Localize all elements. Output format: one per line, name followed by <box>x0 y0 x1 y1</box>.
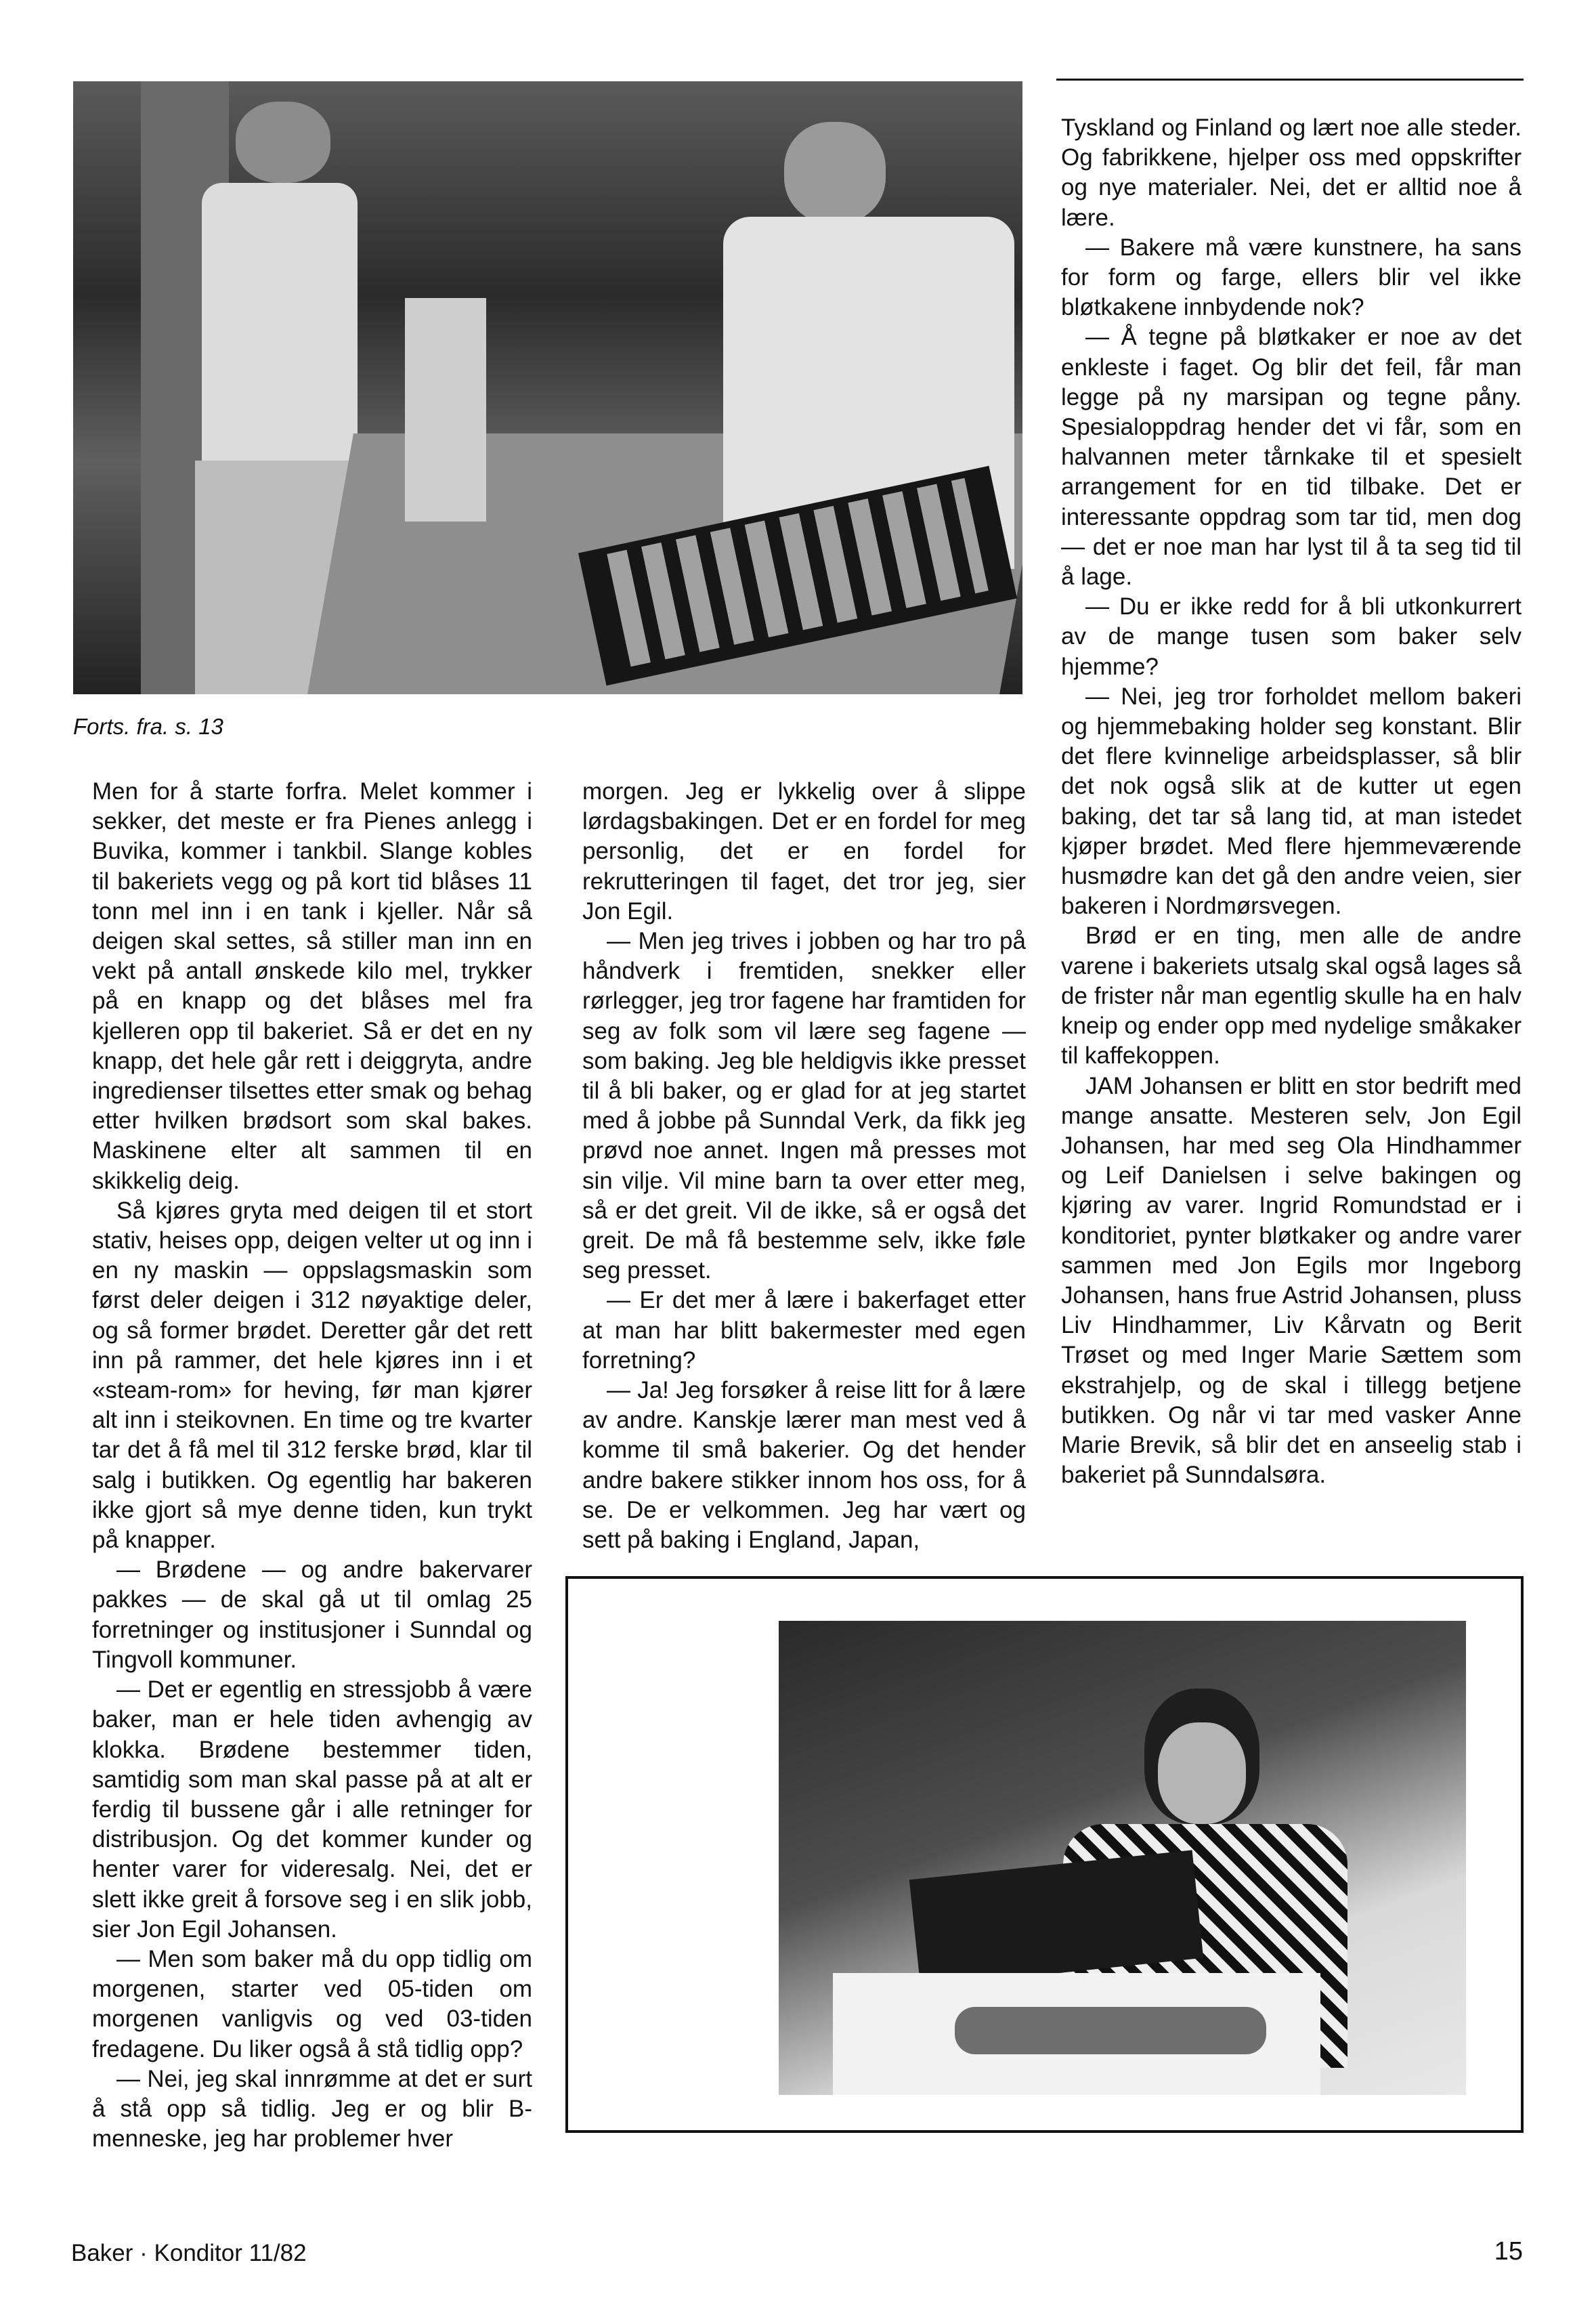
page-number: 15 <box>1494 2237 1523 2266</box>
bakery-photo <box>73 81 1022 694</box>
paragraph: — Å tegne på bløtkaker er noe av det enkleste i faget. Og blir det feil, får man legge på ny marsipan og tegne påny. Spesialoppdrag hender det vi får, som en halvannen meter tårnkake til et spesielt arrangement for en tid tilbake. Det er interessante oppdrag som tar tid, men dog — det er noe man har lyst til å ta seg tid til å lage. <box>1061 324 1522 591</box>
paragraph: Brød er en ting, men alle de andre varene i bakeriets utsalg skal også lages så de frister når man egentlig skulle ha en halv kneip og ender opp med nydelige småkaker til kaffekoppen. <box>1061 923 1522 1069</box>
paragraph: JAM Johansen er blitt en stor bedrift med mange ansatte. Mesteren selv, Jon Egil Johansen, har med seg Ola Hindhammer og Leif Danielsen i selve bakingen og kjøring av varer. Ingrid Romundstad er i konditoriet, pynter bløtkaker og andre varer sammen med Jon Egils mor Ingeborg Johansen, hans frue Astrid Johansen, pluss Liv Hindhammer, Liv Kårvatn og Berit Trøset og med Inger Marie Sættem som ekstrahjelp, og de skal i tillegg betjene butikken. Og når vi tar med vasker Anne Marie Brevik, så blir det en anseelig stab i bakeriet på Sunndalsøra. <box>1061 1072 1522 1489</box>
article-column-1 <box>92 777 532 2154</box>
paragraph: — Men som baker må du opp tidlig om morgenen, starter ved 05-tiden om morgenen vanligvis og ved 03-tiden fredagene. Du liker også å stå tidlig opp? <box>92 1945 532 2062</box>
photo-caption: Forts. fra. s. 13 <box>73 714 223 739</box>
paragraph: Så kjøres gryta med deigen til et stort stativ, heises opp, deigen velter ut og inn i en ny maskin — oppslagsmaskin som først deler deigen i 312 nøyaktige deler, og så former brødet. Deretter går det rett inn på rammer, det hele kjøres inn i et «steam-rom» for heving, før man kjører alt inn i steikovnen. En time og tre kvarter tar det å få mel til 312 ferske brød, klar til salg i butikken. Og egentlig har bakeren ikke gjort så mye denne tiden, kun trykt på knapper. <box>92 1197 532 1554</box>
paragraph: — Brødene — og andre bakervarer pakkes — de skal gå ut til omlag 25 forretninger og institusjoner i Sunndal og Tingvoll kommuner. <box>92 1556 532 1673</box>
article-column-2 <box>582 777 1026 1555</box>
paragraph: — Nei, jeg skal innrømme at det er surt å stå opp så tidlig. Jeg er og blir B-menneske, jeg har problemer hver <box>92 2065 532 2153</box>
article-column-3 <box>1061 113 1522 1490</box>
paragraph: — Nei, jeg tror forholdet mellom bakeri og hjemmebaking holder seg konstant. Blir det flere kvinnelige arbeidsplasser, så blir det nok også slik at de kutter ut egen baking, det tar så lang tid, at man istedet kjøper brødet. Med flere hjemmeværende husmødre kan det gå den andre veien, sier bakeren i Nordmørsvegen. <box>1061 683 1522 920</box>
paragraph: — Ja! Jeg forsøker å reise litt for å lære av andre. Kanskje lærer man mest ved å komme til små bakerier. Og det hender andre bakere stikker innom hos oss, for å se. De er velkommen. Jeg har vært og sett på baking i England, Japan, <box>582 1377 1026 1554</box>
publication-footer: Baker · Konditor 11/82 <box>71 2240 307 2266</box>
paragraph: — Bakere må være kunstnere, ha sans for form og farge, ellers blir vel ikke bløtkakene innbydende nok? <box>1061 234 1522 321</box>
top-rule <box>1056 79 1524 81</box>
paragraph: — Men jeg trives i jobben og har tro på håndverk i fremtiden, snekker eller rørlegger, jeg tror fagene har framtiden for seg av folk som vil lære seg fagene — som baking. Jeg ble heldigvis ikke presset til å bli baker, og er glad for at jeg startet med å jobbe på Sunndal Verk, da fikk jeg prøvd noe annet. Ingen må presses mot sin vilje. Vil mine barn ta over etter meg, så er det greit. Vil de ikke, så er også det greit. De må få bestemme selv, ikke føle seg presset. <box>582 928 1026 1284</box>
paragraph: — Er det mer å lære i bakerfaget etter at man har blitt bakermester med egen forretning? <box>582 1287 1026 1374</box>
paragraph: — Det er egentlig en stressjobb å være baker, man er hele tiden avhengig av klokka. Brødene bestemmer tiden, samtidig som man skal passe på at alt er ferdig til bussene går i alle retninger for distribusjon. Og det kommer kunder og henter varer for videresalg. Nei, det er slett ikke greit å forsove seg i en slik jobb, sier Jon Egil Johansen. <box>92 1676 532 1943</box>
paragraph: — Du er ikke redd for å bli utkonkurrert av de mange tusen som baker selv hjemme? <box>1061 593 1522 680</box>
woman-decorating-photo <box>779 1621 1466 2095</box>
paragraph: Tyskland og Finland og lært noe alle steder. Og fabrikkene, hjelper oss med oppskrifter og nye materialer. Nei, det er alltid noe å lære. <box>1061 114 1522 231</box>
paragraph: Men for å starte forfra. Melet kommer i sekker, det meste er fra Pienes anlegg i Buvika, kommer i tankbil. Slange kobles til bakeriets vegg og på kort tid blåses 11 tonn mel inn i en tank i kjeller. Når så deigen skal settes, så stiller man inn en vekt på antall ønskede kilo mel, trykker på en knapp og det blåses mel fra kjelleren opp til bakeriet. Så er det en ny knapp, det hele går rett i deiggryta, andre ingredienser tilsettes etter smak og behag etter hvilken brødsort som skal bakes. Maskinene elter alt sammen til en skikkelig deig. <box>92 778 532 1194</box>
paragraph: morgen. Jeg er lykkelig over å slippe lørdagsbakingen. Det er en fordel for meg personlig, det er en fordel for rekrutteringen til faget, det tror jeg, sier Jon Egil. <box>582 778 1026 925</box>
